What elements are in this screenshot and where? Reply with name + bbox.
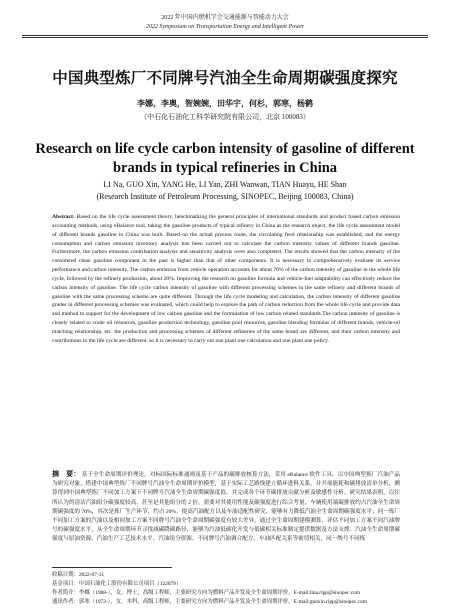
abstract-cn-label: 摘 要： [52, 470, 81, 478]
conference-name-cn: 2022 年中国内燃机学会交通能源与智能动力大会 [161, 15, 289, 21]
paper-title-en: Research on life cycle carbon intensity of gasoline of different brands in typical refineries in China [35, 141, 415, 176]
footnote-received: 收稿日期：2022-07-31 [52, 572, 105, 578]
footnotes [52, 571, 410, 607]
paper-title-cn: 中国典型炼厂不同牌号汽油全生命周期碳强度探究 [52, 70, 398, 87]
conference-header [0, 14, 450, 32]
affiliation-en: (Research Institute of Petroleum Processing, SINOPEC, Beijing 100083, China) [96, 192, 354, 201]
footnote-funding: 基金项目：中国石油化工股份有限公司项目（122079） [52, 581, 182, 587]
abstract-en-label: Abstract: [52, 214, 75, 220]
footnote-corresponding: 通讯作者：郭寒（1972-），女，本科，高级工程师，主要研究方向为燃料产品开发及全生命周期评价，E-mail:guoxin.ripp@sinopec.com [52, 599, 367, 605]
affiliation-cn: （中石化石油化工科学研究院有限公司，北京 100083） [140, 113, 310, 121]
abstract-en-text: Based on the life cycle assessment theory, benchmarking the general principles of international standards and product based carbon emission accounting methods, using eBalance tool, taking the gasoline products of typical refinery in China as the research object, the life cycle assessment model of different brands gasoline in China was built. Based on the actual process route, the circulating feed relationship was established, and the energy consumption and carbon emission inventory analysis has been carried out to calculate the carbon intensity values of different brands gasoline. Furthermore, the carbon emission contribution analysis and sensitivity analysis were also completed. The results showed that the carbon intensity of the considered clean gasoline component in the past is higher than that of other components. It is necessary to comprehensively evaluate its service performance and carbon intensity. The carbon emission from vehicle operation accounts for about 70% of the carbon intensity of gasoline in the whole life cycle, followed by the refinery production, about 20%. Improving the research on gasoline formula and vehicle-fuel adaptability can effectively reduce the carbon intensity of gasoline. The life cycle carbon intensity of gasoline with different processing schemes in the same refinery and different brands of gasoline with the same processing scheme are quite different. Through the life cycle modeling and calculation, the carbon intensity of different gasoline grades in different processing schemes was evaluated, which could help to explore the path of carbon reduction from the whole life cycle and provide data and method to support for the development of low carbon gasoline and the formulation of low carbon related standards.The carbon intensity of gasoline is closely related to crude oil resources, gasoline production technology, gasoline pool resources, gasoline blending formulas of different brands, vehicle-oil matching relationship, etc. the production and processing schemes of different refineries of the same brand are different, and their carbon intensity and contributions to the life cycle are different, so it is necessary to carry out one plant one calculation and one plant one policy. [52, 214, 400, 344]
abstract-en [52, 213, 400, 346]
conference-name-en: 2022 Symposium on Transportation Energy and Intelligent Power [145, 24, 305, 30]
authors-en: LI Na, GUO Xin, YANG He, LI Yan, ZHI Wanwan, TIAN Huayu, HE Shan [103, 180, 347, 189]
header-rule [22, 35, 428, 36]
header-rule-thin [22, 37, 428, 38]
authors-cn: 李娜，李奥，智婉婉，田华宇，何杉，郭寒，杨鹤 [137, 99, 313, 108]
abstract-cn-text: 基于全生命周期评价理论，对标国际标准通则及基于产品的碳排放核算方法，采用 eBalance 软件工具，以中国典型炼厂汽油产品为研究对象，搭建中国典型炼厂不同牌号汽油全生命周期评价模型，基于实际工艺路线建立循环进料关系，并开展能耗和碳排放清单分析，测算得到中国典型炼厂不同加工方案下不同牌号汽油全生命周期碳强度值，并完成各个环节碳排放贡献分析及敏感性分析。研究结果表明，以往所认为的清洁汽油组分碳强度较高，甚至是其他组分的 2 倍，需要对其使用性能及碳强度进行综合考量；车辆使用端碳排放约占汽油全生命周期碳强度的 70%，其次是炼厂生产环节，约占 20%，提高汽油配方以及车油适配性研究，能够有力降低汽油全生命周期碳强度水平；同一炼厂不同加工方案的汽油以及相同加工方案不同牌号汽油全生命周期碳强度有较大差异，通过全生命周期建模测算，评估不同加工方案不同汽油牌号的碳强度水平，从全生命周期环节寻找减碳降碳路径，能够为汽油低碳化开发与低碳相关标准制定提供数据及方法支撑。汽油全生命周期碳强度与原油资源、汽油生产工艺技术水平、汽油组分资源、不同牌号汽油调合配方、车油匹配关系等密切相关，同一牌号不同炼 [52, 472, 401, 543]
abstract-cn [52, 470, 400, 545]
footnote-author-bio: 作者简介：李娜（1988-），女，博士，高级工程师，主要研究方向为燃料产品开发及全生命周期评价，E-mail:lina.ripp@sinopec.com [52, 590, 361, 596]
footnote-rule [52, 567, 172, 568]
